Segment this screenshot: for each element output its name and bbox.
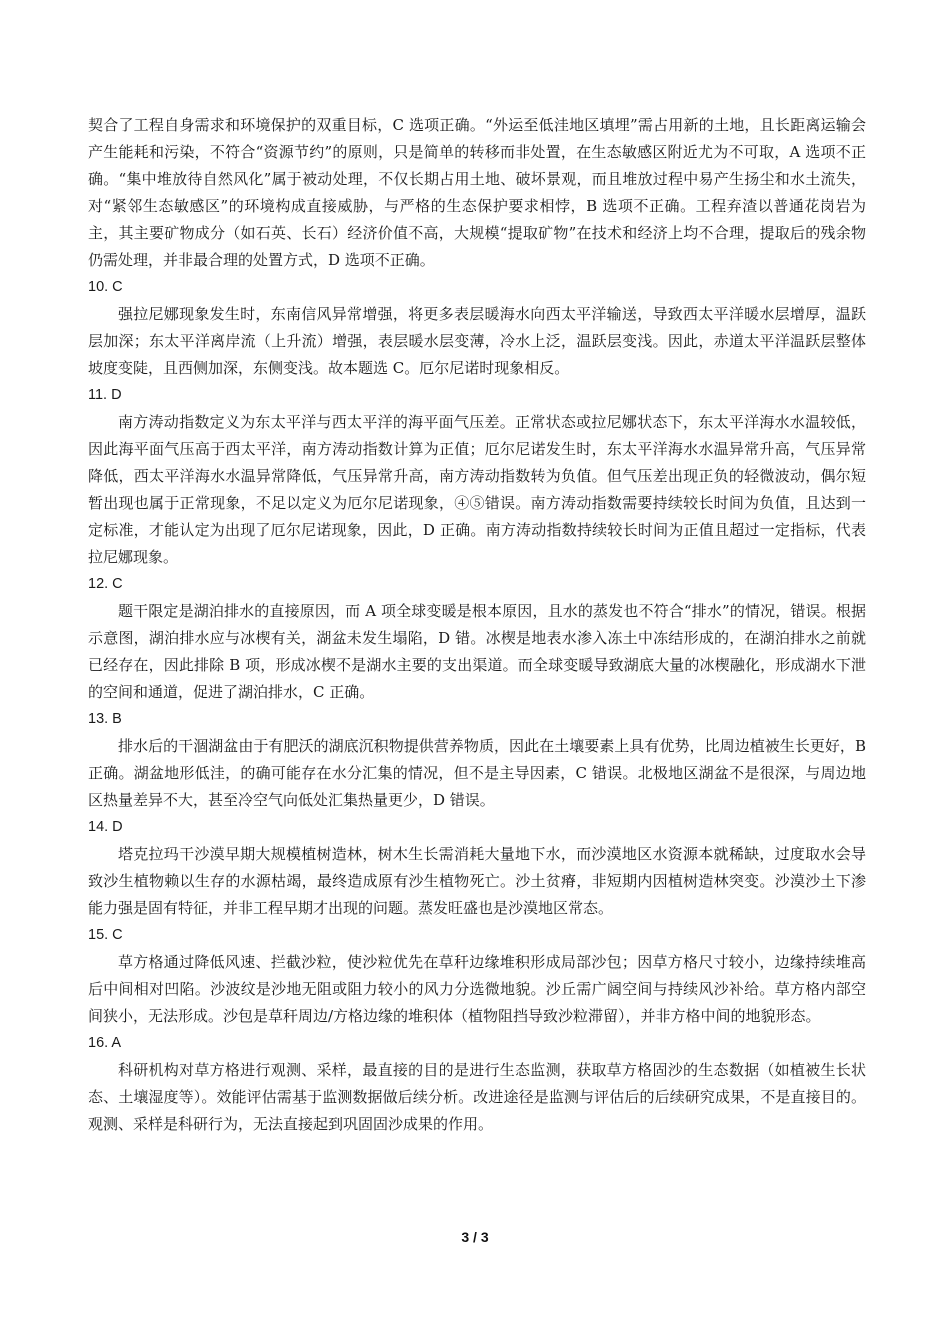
explanation-10: 强拉尼娜现象发生时，东南信风异常增强，将更多表层暖海水向西太平洋输送，导致西太平洋暖水层增厚，温跃层加深；东太平洋离岸流（上升流）增强，表层暖水层变薄，冷水上泛，温跃层变浅。因此，赤道太平洋温跃层整体坡度变陡，且西侧加深，东侧变浅。故本题选 C。厄尔尼诺时现象相反。 — [88, 305, 866, 377]
page-indicator: 3 / 3 — [461, 1229, 489, 1245]
explanation-11: 南方涛动指数定义为东太平洋与西太平洋的海平面气压差。正常状态或拉尼娜状态下，东太平洋海水水温较低，因此海平面气压高于西太平洋，南方涛动指数计算为正值；厄尔尼诺发生时，东太平洋海水水温异常升高，气压异常降低，西太平洋海水水温异常降低，气压异常升高，南方涛动指数转为负值。但气压差出现正负的轻微波动，偶尔短暂出现也属于正常现象，不足以定义为厄尔尼诺现象，④⑤错误。南方涛动指数需要持续较长时间为负值，且达到一定标准，才能认定为出现了厄尔尼诺现象，因此，D 正确。南方涛动指数持续较长时间为正值且超过一定指标，代表拉尼娜现象。 — [88, 413, 866, 566]
question-number-13: 13. B — [88, 711, 122, 727]
explanation-13: 排水后的干涸湖盆由于有肥沃的湖底沉积物提供营养物质，因此在土壤要素上具有优势，比周边植被生长更好，B 正确。湖盆地形低洼，的确可能存在水分汇集的情况，但不是主导因素，C 错误。北极地区湖盆不是很深，与周边地区热量差异不大，甚至冷空气向低处汇集热量更少，D 错误。 — [88, 737, 866, 809]
question-number-11: 11. D — [88, 387, 122, 403]
question-number-14: 14. D — [88, 819, 123, 835]
explanation-16: 科研机构对草方格进行观测、采样，最直接的目的是进行生态监测，获取草方格固沙的生态数据（如植被生长状态、土壤湿度等）。效能评估需基于监测数据做后续分析。改进途径是监测与评估后的后续研究成果，不是直接目的。观测、采样是科研行为，无法直接起到巩固固沙成果的作用。 — [88, 1061, 866, 1133]
question-number-12: 12. C — [88, 576, 123, 592]
intro-paragraph: 契合了工程自身需求和环境保护的双重目标，C 选项正确。“外运至低洼地区填埋”需占用新的土地，且长距离运输会产生能耗和污染，不符合“资源节约”的原则，只是简单的转移而非处置，在生态敏感区附近尤为不可取，A 选项不正确。“集中堆放待自然风化”属于被动处理，不仅长期占用土地、破坏景观，而且堆放过程中易产生扬尘和水土流失，对“紧邻生态敏感区”的环境构成直接威胁，与严格的生态保护要求相悖，B 选项不正确。工程弃渣以普通花岗岩为主，其主要矿物成分（如石英、长石）经济价值不高，大规模“提取矿物”在技术和经济上均不合理，提取后的残余物仍需处理，并非最合理的处置方式，D 选项不正确。 — [88, 116, 866, 269]
explanation-14: 塔克拉玛干沙漠早期大规模植树造林，树木生长需消耗大量地下水，而沙漠地区水资源本就稀缺，过度取水会导致沙生植物赖以生存的水源枯竭，最终造成原有沙生植物死亡。沙土贫瘠，非短期内因植树造林突变。沙漠沙土下渗能力强是固有特征，并非工程早期才出现的问题。蒸发旺盛也是沙漠地区常态。 — [88, 845, 866, 917]
answer-document — [88, 112, 866, 1138]
question-number-16: 16. A — [88, 1035, 122, 1051]
question-number-15: 15. C — [88, 927, 123, 943]
explanation-15: 草方格通过降低风速、拦截沙粒，使沙粒优先在草秆边缘堆积形成局部沙包；因草方格尺寸较小，边缘持续堆高后中间相对凹陷。沙波纹是沙地无阻或阻力较小的风力分选微地貌。沙丘需广阔空间与持续风沙补给。草方格内部空间狭小，无法形成。沙包是草秆周边/方格边缘的堆积体（植物阻挡导致沙粒滞留），并非方格中间的地貌形态。 — [88, 953, 866, 1025]
explanation-12: 题干限定是湖泊排水的直接原因，而 A 项全球变暖是根本原因，且水的蒸发也不符合“排水”的情况，错误。根据示意图，湖泊排水应与冰楔有关，湖盆未发生塌陷，D 错。冰楔是地表水渗入冻土中冻结形成的，在湖泊排水之前就已经存在，因此排除 B 项，形成冰楔不是湖水主要的支出渠道。而全球变暖导致湖底大量的冰楔融化，形成湖水下泄的空间和通道，促进了湖泊排水，C 正确。 — [88, 602, 866, 701]
question-number-10: 10. C — [88, 279, 123, 295]
